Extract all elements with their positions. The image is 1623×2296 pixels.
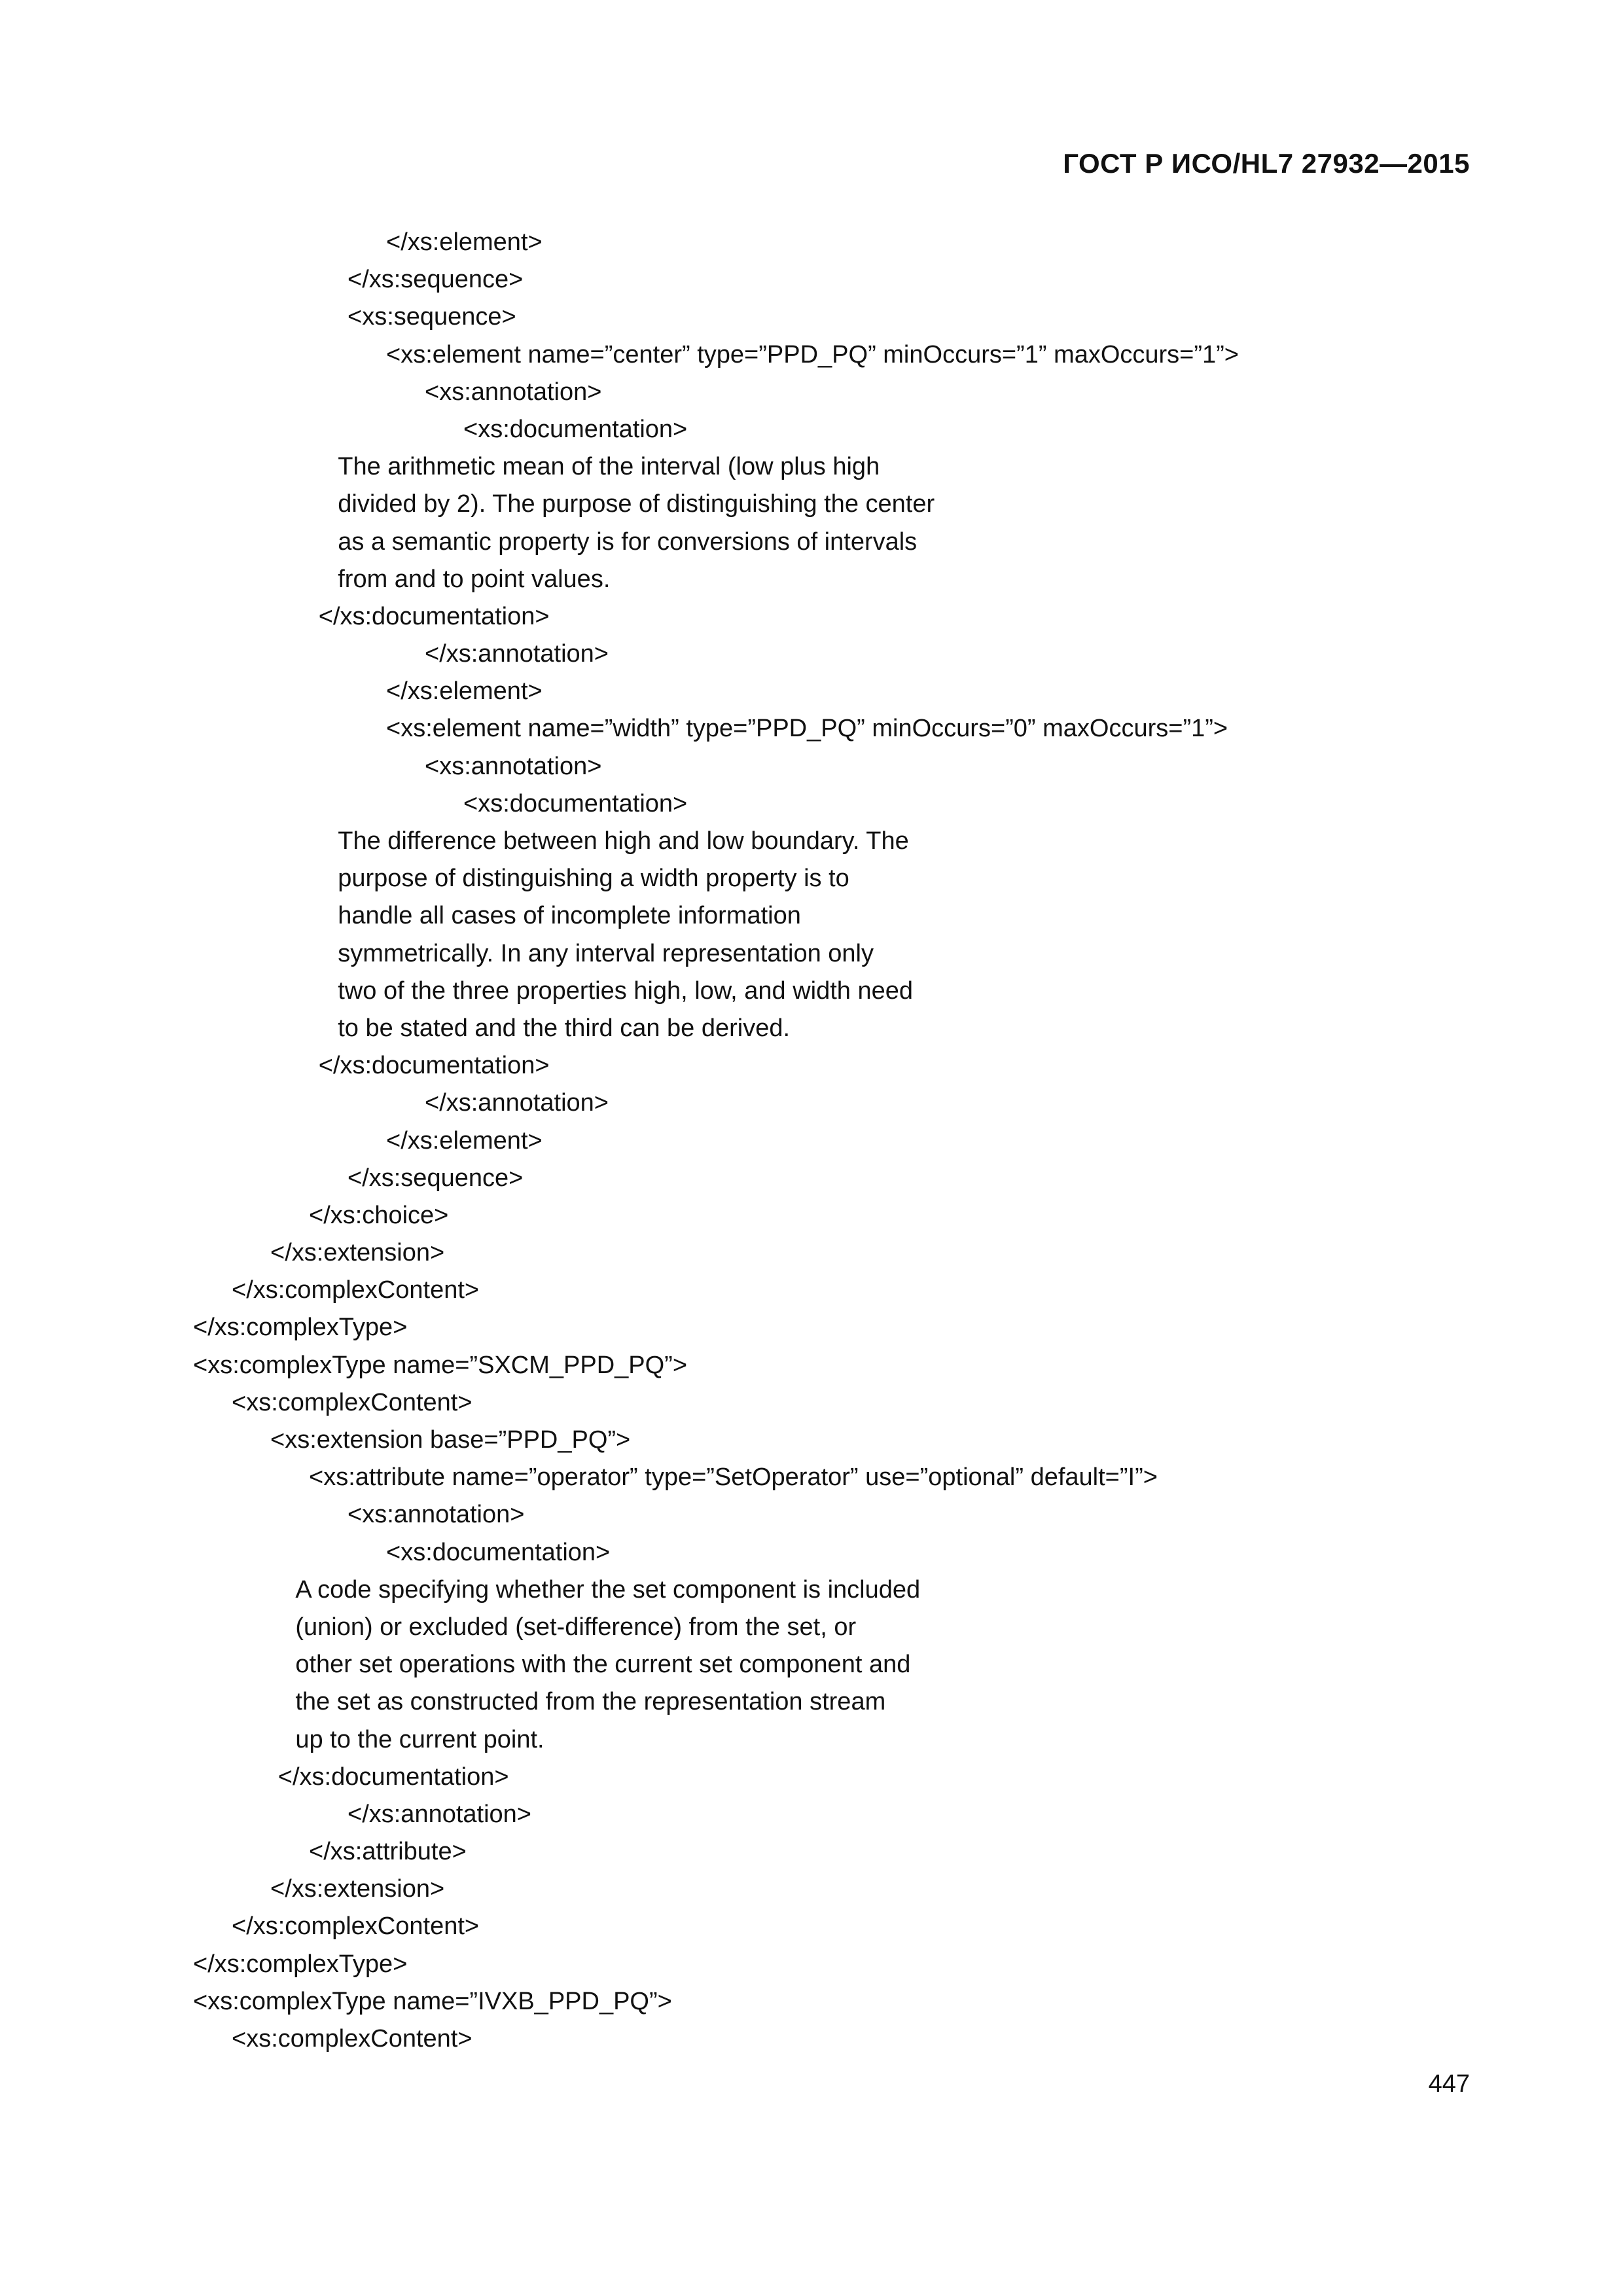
code-line: </xs:annotation>: [425, 1089, 609, 1117]
code-line: </xs:documentation>: [318, 1052, 550, 1080]
code-line: divided by 2). The purpose of distinguishing the center: [338, 490, 935, 518]
code-line: </xs:extension>: [270, 1239, 445, 1267]
xml-schema-code-block: [0, 224, 1623, 2058]
code-line: </xs:complexType>: [193, 1950, 408, 1978]
code-line: <xs:complexContent>: [232, 2025, 473, 2053]
code-line: </xs:complexContent>: [232, 1912, 480, 1941]
code-line: <xs:complexContent>: [232, 1388, 473, 1416]
code-line: <xs:element name=”center” type=”PPD_PQ” minOccurs=”1” maxOccurs=”1”>: [386, 340, 1240, 368]
code-line: The arithmetic mean of the interval (low plus high: [338, 453, 880, 481]
code-line: </xs:complexContent>: [232, 1276, 480, 1304]
code-line: from and to point values.: [338, 565, 611, 593]
code-line: symmetrically. In any interval representation only: [338, 939, 874, 967]
code-line: <xs:extension base=”PPD_PQ”>: [270, 1426, 631, 1454]
code-line: </xs:sequence>: [348, 266, 524, 294]
code-line: The difference between high and low boundary. The: [338, 827, 909, 855]
code-line: purpose of distinguishing a width property is to: [338, 865, 849, 893]
code-line: </xs:sequence>: [348, 1164, 524, 1192]
code-line: </xs:complexType>: [193, 1314, 408, 1342]
code-line: <xs:complexType name=”SXCM_PPD_PQ”>: [193, 1351, 688, 1379]
code-line: as a semantic property is for conversions of intervals: [338, 528, 918, 556]
code-line: two of the three properties high, low, and width need: [338, 977, 914, 1005]
code-line: (union) or excluded (set-difference) from the set, or: [295, 1613, 857, 1641]
code-line: <xs:complexType name=”IVXB_PPD_PQ”>: [193, 1987, 672, 2015]
code-line: <xs:annotation>: [348, 1501, 525, 1529]
code-line: A code specifying whether the set component is included: [295, 1575, 921, 1604]
document-header: ГОСТ Р ИСО/HL7 27932—2015: [1063, 148, 1470, 179]
code-line: </xs:choice>: [309, 1201, 449, 1229]
code-line: </xs:element>: [386, 228, 543, 256]
code-line: </xs:attribute>: [309, 1838, 467, 1866]
code-line: </xs:documentation>: [318, 602, 550, 630]
code-line: <xs:documentation>: [386, 1538, 611, 1566]
code-line: <xs:annotation>: [425, 752, 602, 780]
code-line: </xs:extension>: [270, 1875, 445, 1903]
code-line: </xs:annotation>: [348, 1800, 531, 1828]
code-line: handle all cases of incomplete information: [338, 902, 801, 930]
code-line: the set as constructed from the representation stream: [295, 1688, 886, 1716]
code-line: to be stated and the third can be derived.: [338, 1014, 791, 1042]
code-line: other set operations with the current set component and: [295, 1651, 911, 1679]
code-line: </xs:annotation>: [425, 640, 609, 668]
code-line: <xs:sequence>: [348, 303, 516, 331]
code-line: <xs:element name=”width” type=”PPD_PQ” minOccurs=”0” maxOccurs=”1”>: [386, 715, 1228, 743]
code-line: <xs:documentation>: [463, 415, 688, 443]
code-line: </xs:documentation>: [277, 1763, 509, 1791]
code-line: </xs:element>: [386, 677, 543, 706]
code-line: up to the current point.: [295, 1725, 544, 1753]
page-number: 447: [1428, 2070, 1470, 2098]
code-line: <xs:documentation>: [463, 789, 688, 817]
code-line: <xs:annotation>: [425, 378, 602, 406]
code-line: <xs:attribute name=”operator” type=”SetOperator” use=”optional” default=”I”>: [309, 1463, 1158, 1492]
code-line: </xs:element>: [386, 1126, 543, 1155]
